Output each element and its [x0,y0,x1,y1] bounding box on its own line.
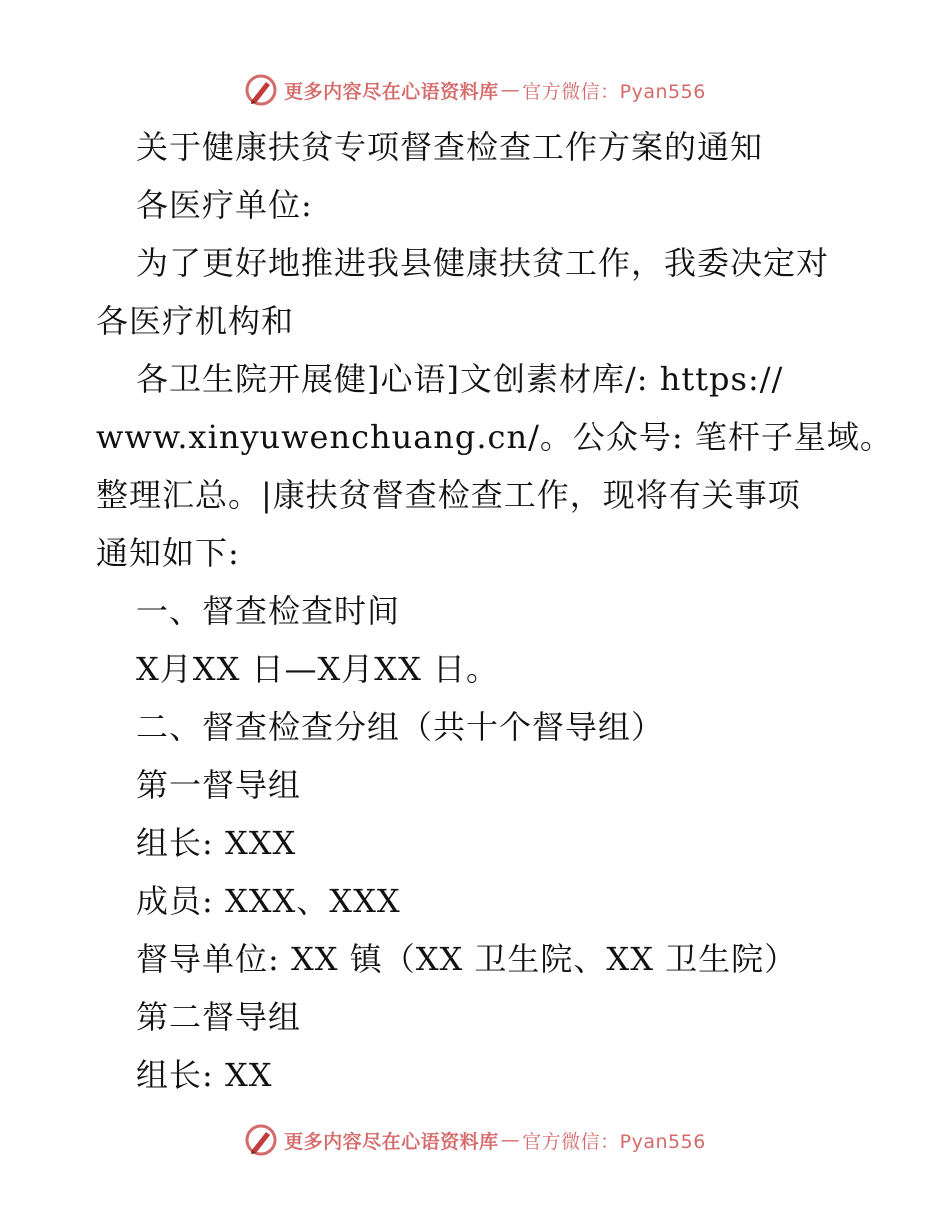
paragraph-line: 各卫生院开展健]心语]文创素材库/: https:// [136,360,784,398]
watermark-text: 更多内容尽在心语资料库 [284,80,499,103]
group-units: 督导单位: XX 镇（XX 卫生院、XX 卫生院） [136,940,798,978]
paragraph-line: 通知如下: [96,534,240,572]
group-members: 成员: XXX、XXX [136,882,401,920]
paragraph-line: X月XX 日—X月XX 日。 [136,650,500,688]
watermark-contact: 官方微信：Pyan556 [522,80,706,103]
paragraph-line: 整理汇总。|康扶贫督查检查工作，现将有关事项 [96,476,801,514]
group-leader: 组长: XXX [136,824,297,862]
paragraph-line: www.xinyuwenchuang.cn/。公众号: 笔杆子星域。 [96,418,893,456]
watermark-separator: — [500,1129,521,1151]
group-leader: 组长: XX [136,1056,273,1094]
watermark-separator: — [500,79,521,101]
document-body [96,118,893,1104]
document-title: 关于健康扶贫专项督查检查工作方案的通知 [136,128,764,166]
paragraph-line: 各医疗机构和 [96,302,295,340]
section-heading: 二、督查检查分组（共十个督导组） [136,708,665,746]
group-heading: 第一督导组 [136,766,302,804]
section-heading: 一、督查检查时间 [136,592,401,630]
watermark-text: 更多内容尽在心语资料库 [284,1130,499,1153]
watermark-footer [0,1122,950,1158]
salutation: 各医疗单位: [136,186,313,224]
watermark-header [0,72,950,108]
group-heading: 第二督导组 [136,998,302,1036]
watermark-contact: 官方微信：Pyan556 [522,1130,706,1153]
pen-logo-icon [244,73,278,107]
paragraph-line: 为了更好地推进我县健康扶贫工作，我委决定对 [136,244,830,282]
pen-logo-icon [244,1123,278,1157]
